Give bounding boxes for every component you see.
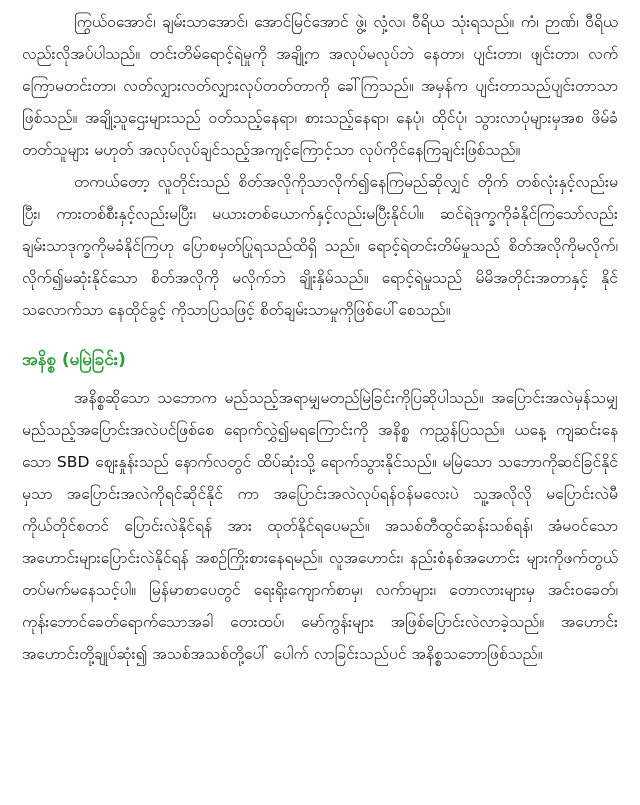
body-paragraph-2: တကယ်တော့ လူတိုင်းသည် စိတ်အလိုကိုသာလိုက်၍နေကြမည်ဆိုလျှင် တိုက် တစ်လုံးနှင့်လည်းမပြီး၊ ကားတစ်စီးနှင့်လည်းမပြီး၊ မယားတစ်ယောက်နှင့်လည်းမပြီးနိုင်ပါ။ ဆင်ရဲဒုက္ခကိုခံနိုင်ကြသော်လည်း ချမ်းသာဒုက္ခကိုမခံနိုင်ကြဟု ပြောစမှတ်ပြုရသည်ထိရှိ သည်။ ရောင့်ရဲတင်းတိမ်မှုသည် စိတ်အလိုကိုမလိုက်၊ လိုက်၍မဆုံးနိုင်သော စိတ်အလိုကို မလိုက်ဘဲ ချိုးနှိမ်သည်။ ရောင့်ရဲမှုသည် မိမိအတိုင်းအတာနှင့် နိုင်သလောက်သာ နေထိုင်ခွင့် ကိုသာပြသဖြင့် စိတ်ချမ်းသာမှုကိုဖြစ်ပေါ်စေသည်။ bbox=[22, 173, 618, 319]
body-paragraph-3: အနိစ္စဆိုသော သဘောက မည်သည့်အရာမျှမတည်မြဲခြင်းကိုပြဆိုပါသည်။ အပြောင်းအလဲမှန်သမျှ မည်သည့်အပြောင်းအလဲပင်ဖြစ်စေ ရောက်လွှဲ၍မရကြောင်းကို အနိစ္စ ကညွှန်ပြသည်။ ယနေ့ ကျဆင်းနေသော SBD ဈေးနှုန်းသည် နောက်လတွင် ထိပ်ဆုံးသို့ ရောက်သွားနိုင်သည်။ မမြဲသော သဘောကိုဆင်ခြင်နိုင်မှသာ အပြောင်းအလဲကိုရင်ဆိုင်နိုင် ကာ အပြောင်းအလဲလုပ်ရန်ဝန်မလေးပဲ သူ့အလိုလို မပြောင်းလဲမီ ကိုယ်တိုင်စတင် ပြောင်းလဲနိုင်ရန် အား ထုတ်နိုင်ရပေမည်။ အသစ်တီထွင်ဆန်းသစ်ရန်၊ အံမဝင်သော အဟောင်းများပြောင်းလဲနိုင်ရန် အစဉ်ကြိုးစားနေရမည်။ လူအဟောင်း၊ နည်းစံနစ်အဟောင်း များကိုဖက်တွယ် တပ်မက်မနေသင့်ပါ။ မြန်မာစာပေတွင် ရေးရိုးကျောက်စာမှ၊ လက်ာများ၊ တောလားများမှ အင်းဝခေတ်၊ ကုန်းဘောင်ခေတ်ရောက်သောအခါ တေးထပ်၊ မော်ကွန်းများ အဖြစ်ပြောင်းလဲလာခဲ့သည်။ အဟောင်း အဟောင်းတို့ချုပ်ဆုံး၍ အသစ်အသစ်တို့ပေါ် ပေါက် လာခြင်းသည်ပင် အနိစ္စသဘောဖြစ်သည်။ bbox=[22, 389, 618, 663]
section-heading: အနိစ္စ (မမြဲခြင်း) bbox=[22, 350, 126, 370]
body-paragraph-1: ကြွယ်ဝအောင်၊ ချမ်းသာအောင်၊ အောင်မြင်အောင် ဖွဲ့၊ လှံ့လ၊ ဝီရိယ သုံးရသည်။ ကံ၊ ဉာဏ်၊ ဝီရိယ လည်းလိုအပ်ပါသည်။ တင်းတိမ်ရောင့်ရဲမှုကို အချို့က အလုပ်မလုပ်ဘဲ နေတာ၊ ပျင်းတာ၊ ဖျင်းတာ၊ လက်ကြောမတင်းတာ၊ လတ်လျှားလတ်လျှားလုပ်တတ်တာကို ခေါ်ကြသည်။ အမှန်က ပျင်းတာသည်ပျင်းတာသာဖြစ်သည်။ အချို့သူဌေးများသည် ဝတ်သည့်နေရာ၊ စားသည့်နေရာ၊ နေပုံ၊ ထိုင်ပုံ၊ သွားလာပုံများမှအစ ဖိမ်ခံတတ်သူများ မဟုတ် အလုပ်လုပ်ချင်သည့်အကျင့်ကြောင့်သာ လုပ်ကိုင်နေကြချင်းဖြစ်သည်။ bbox=[22, 13, 618, 159]
